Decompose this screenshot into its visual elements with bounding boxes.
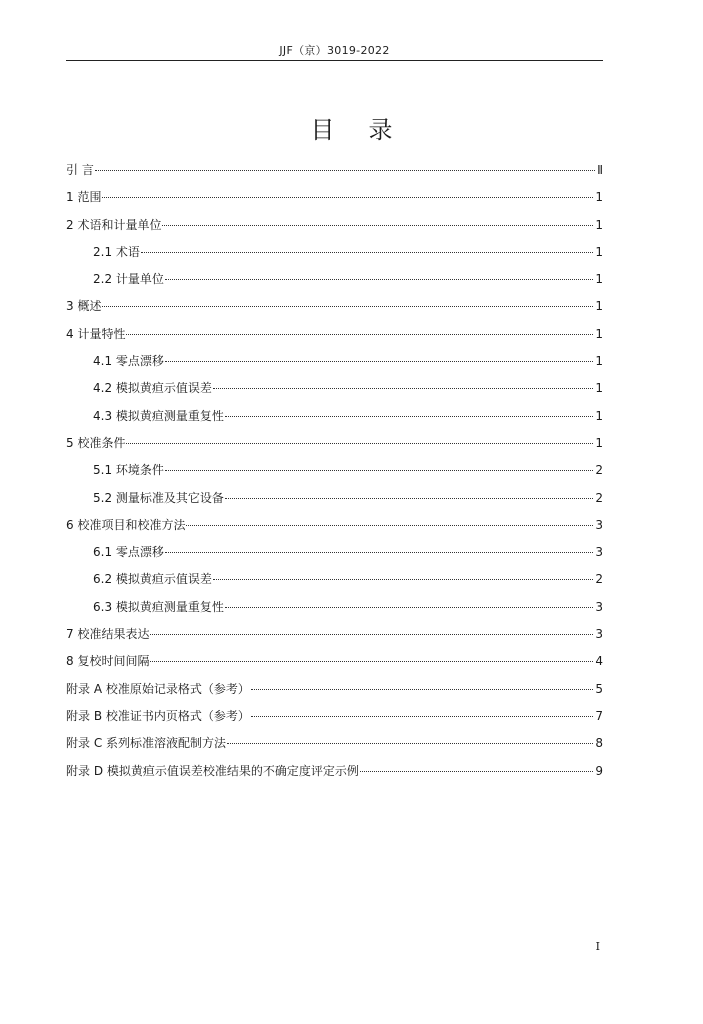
toc-entry[interactable] [66, 539, 603, 566]
toc-leader-dots [213, 579, 593, 580]
toc-entry-label: 2.2 计量单位 [93, 272, 164, 287]
toc-entry-page: 4 [595, 654, 603, 669]
toc-entry-page: 1 [595, 190, 603, 205]
toc-entry[interactable] [66, 266, 603, 293]
toc-entry-label: 4 计量特性 [66, 326, 126, 341]
toc-entry-label: 4.2 模拟黄疸示值误差 [93, 381, 212, 396]
toc-entry[interactable] [66, 730, 603, 757]
toc-entry-page: 2 [595, 572, 603, 587]
toc-entry-page: 1 [595, 244, 603, 259]
toc-entry-page: 1 [595, 326, 603, 341]
toc-entry-label: 6.3 模拟黄疸测量重复性 [93, 599, 224, 614]
header-rule [66, 60, 603, 61]
toc-entry-label: 8 复校时间间隔 [66, 654, 150, 669]
toc-entry-page: 1 [595, 381, 603, 396]
toc-entry-label: 6.1 零点漂移 [93, 545, 164, 560]
toc-entry-label: 3 概述 [66, 299, 102, 314]
toc-leader-dots [150, 634, 593, 635]
toc-entry-page: 1 [595, 272, 603, 287]
toc-leader-dots [225, 607, 593, 608]
toc-entry-page: 3 [595, 627, 603, 642]
toc-leader-dots [251, 689, 594, 690]
toc-entry[interactable] [66, 212, 603, 239]
page-title [0, 110, 703, 145]
toc-entry-label: 7 校准结果表达 [66, 627, 150, 642]
title-char-2: 录 [368, 116, 393, 144]
toc-entry-page: 1 [595, 299, 603, 314]
table-of-contents [66, 157, 603, 785]
toc-entry[interactable] [66, 594, 603, 621]
toc-entry-page: 3 [595, 517, 603, 532]
page-number: I [595, 940, 600, 953]
toc-entry-page: 1 [595, 435, 603, 450]
toc-leader-dots [126, 443, 593, 444]
toc-entry-page: 2 [595, 463, 603, 478]
toc-entry-page: 8 [595, 736, 603, 751]
toc-entry-label: 5.2 测量标准及其它设备 [93, 490, 224, 505]
toc-entry-page: 1 [595, 354, 603, 369]
toc-entry[interactable] [66, 239, 603, 266]
toc-leader-dots [165, 279, 593, 280]
toc-entry-page: 1 [595, 408, 603, 423]
toc-entry-label: 2 术语和计量单位 [66, 217, 162, 232]
toc-entry[interactable] [66, 184, 603, 211]
toc-entry-page: 3 [595, 545, 603, 560]
toc-entry[interactable] [66, 403, 603, 430]
toc-entry[interactable] [66, 157, 603, 184]
title-char-1: 目 [310, 116, 335, 144]
toc-entry-page: 9 [595, 763, 603, 778]
toc-entry[interactable] [66, 758, 603, 785]
toc-leader-dots [165, 361, 593, 362]
toc-entry[interactable] [66, 566, 603, 593]
toc-entry[interactable] [66, 485, 603, 512]
toc-entry-label: 5.1 环境条件 [93, 463, 164, 478]
toc-leader-dots [227, 743, 593, 744]
toc-entry-label: 附录 C 系列标准溶液配制方法 [66, 736, 227, 751]
toc-entry-page: 5 [595, 681, 603, 696]
toc-entry-label: 引 言 [66, 163, 94, 177]
toc-entry[interactable] [66, 621, 603, 648]
toc-entry[interactable] [66, 293, 603, 320]
toc-entry-page: 2 [595, 490, 603, 505]
toc-entry[interactable] [66, 512, 603, 539]
toc-entry-page: Ⅱ [597, 163, 603, 177]
toc-entry-label: 5 校准条件 [66, 435, 126, 450]
toc-entry-page: 3 [595, 599, 603, 614]
toc-entry-label: 1 范围 [66, 190, 102, 205]
toc-leader-dots [225, 498, 593, 499]
toc-entry-label: 2.1 术语 [93, 244, 140, 259]
toc-entry[interactable] [66, 348, 603, 375]
toc-leader-dots [102, 197, 593, 198]
toc-leader-dots [360, 771, 593, 772]
toc-entry-label: 附录 D 模拟黄疸示值误差校准结果的不确定度评定示例 [66, 763, 359, 778]
toc-entry-label: 4.1 零点漂移 [93, 354, 164, 369]
toc-leader-dots [251, 716, 593, 717]
toc-entry-label: 4.3 模拟黄疸测量重复性 [93, 408, 224, 423]
running-header: JJF（京）3019-2022 [279, 44, 390, 57]
toc-leader-dots [186, 525, 593, 526]
toc-leader-dots [126, 334, 593, 335]
toc-leader-dots [95, 170, 595, 171]
toc-entry[interactable] [66, 321, 603, 348]
toc-entry[interactable] [66, 648, 603, 675]
toc-leader-dots [150, 661, 593, 662]
toc-leader-dots [165, 552, 593, 553]
toc-leader-dots [225, 416, 593, 417]
toc-entry-page: 1 [595, 217, 603, 232]
toc-leader-dots [141, 252, 593, 253]
toc-entry-label: 6.2 模拟黄疸示值误差 [93, 572, 212, 587]
toc-entry-label: 附录 A 校准原始记录格式（参考） [66, 681, 250, 696]
toc-entry-label: 6 校准项目和校准方法 [66, 517, 186, 532]
toc-leader-dots [102, 306, 593, 307]
toc-entry-label: 附录 B 校准证书内页格式（参考） [66, 708, 250, 723]
toc-leader-dots [162, 225, 593, 226]
toc-entry-page: 7 [595, 708, 603, 723]
toc-leader-dots [165, 470, 593, 471]
toc-entry[interactable] [66, 457, 603, 484]
toc-entry[interactable] [66, 375, 603, 402]
toc-entry[interactable] [66, 703, 603, 730]
toc-entry[interactable] [66, 430, 603, 457]
toc-leader-dots [213, 388, 593, 389]
toc-entry[interactable] [66, 676, 603, 703]
